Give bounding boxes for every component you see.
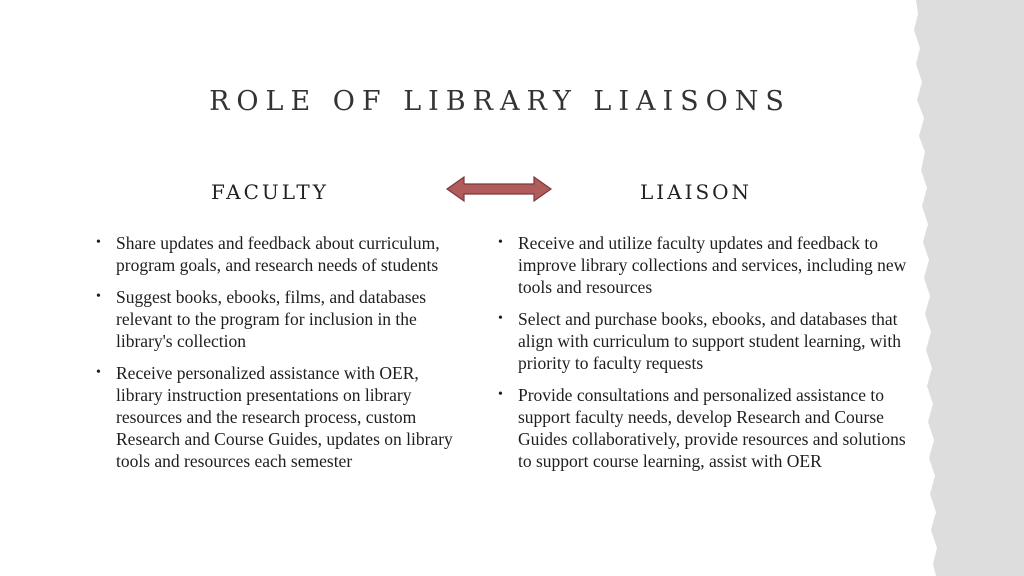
bullet-dot: • [498,387,503,402]
bullet-dot: • [96,289,101,304]
bullet-dot: • [498,311,503,326]
list-item [94,232,460,276]
faculty-item-text: Receive personalized assistance with OER, library instruction presentations on library resources and the research process, custom Research and Course Guides, updates on library tools and resources each semester [116,363,453,471]
liaison-item-text: Select and purchase books, ebooks, and databases that align with curriculum to support student learning, with priority to faculty requests [518,309,901,373]
liaison-heading: LIAISON [639,180,753,204]
bullet-dot: • [498,235,503,250]
list-item [496,232,912,298]
faculty-item-text: Suggest books, ebooks, films, and databases relevant to the program for inclusion in the library's collection [116,287,427,351]
list-item [94,362,460,472]
bullet-dot: • [96,365,101,380]
list-item [94,286,460,352]
liaison-item-text: Provide consultations and personalized assistance to support faculty needs, develop Research and Course Guides collaboratively, provide resources and solutions to support course learning, assist with OER [518,385,906,471]
list-item [496,384,912,472]
list-item [496,308,912,374]
liaison-item-text: Receive and utilize faculty updates and feedback to improve library collections and services, including new tools and resources [518,233,907,297]
left-right-arrow-icon [444,174,554,204]
slide-title: ROLE OF LIBRARY LIAISONS [209,86,791,117]
liaison-bullet-list [496,232,912,482]
faculty-heading: FACULTY [211,180,329,204]
faculty-item-text: Share updates and feedback about curriculum, program goals, and research needs of students [116,233,440,275]
bullet-dot: • [96,235,101,250]
faculty-bullet-list [94,232,460,482]
